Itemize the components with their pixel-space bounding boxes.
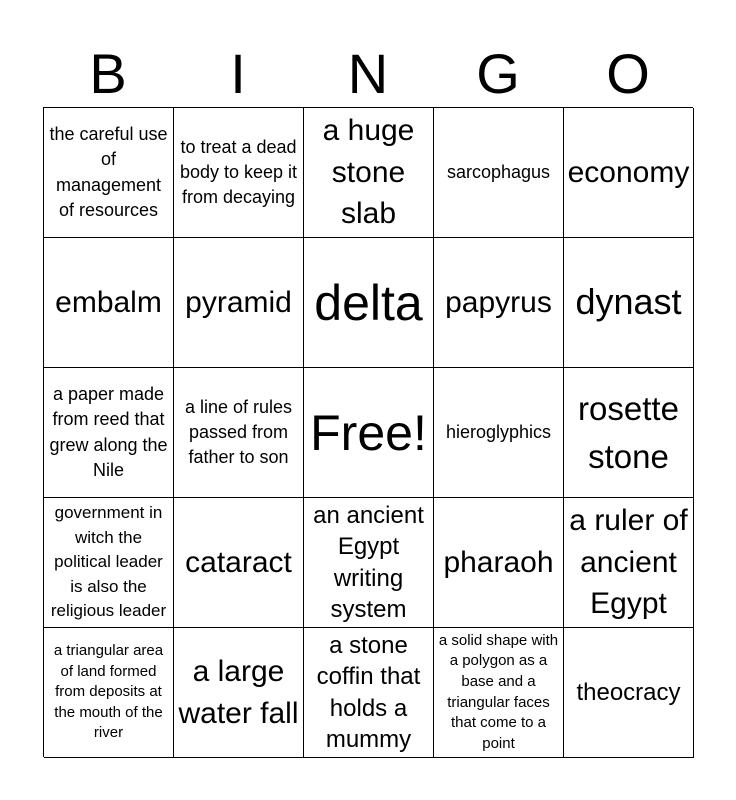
cell-text: a solid shape with a polygon as a base and a triangular faces that come to a point [438,631,559,752]
bingo-cell[interactable] [174,498,304,628]
bingo-cell[interactable] [44,498,174,628]
bingo-cell[interactable] [304,238,434,368]
bingo-header [43,40,693,108]
bingo-cell[interactable] [434,108,564,238]
bingo-cell[interactable] [304,108,434,238]
free-space-cell[interactable] [304,368,434,498]
cell-text: a line of rules passed from father to son [184,396,293,468]
cell-text: delta [314,274,423,331]
header-letter-n: N [347,42,389,105]
bingo-cell[interactable] [174,368,304,498]
bingo-cell[interactable] [304,628,434,758]
cell-text: embalm [55,285,162,319]
cell-text: dynast [575,281,682,323]
bingo-cell[interactable] [44,108,174,238]
bingo-cell[interactable] [174,108,304,238]
cell-text: a large water fall [178,655,299,730]
bingo-cell[interactable] [174,628,304,758]
bingo-cell[interactable] [44,238,174,368]
bingo-cell[interactable] [434,628,564,758]
cell-text: rosette stone [578,389,679,475]
cell-text: a paper made from reed that grew along the Nile [49,384,168,480]
bingo-cell[interactable] [564,108,694,238]
cell-text: the careful use of management of resources [49,124,168,220]
bingo-cell[interactable] [434,368,564,498]
cell-text: a ruler of ancient Egypt [569,504,688,621]
bingo-cell[interactable] [564,238,694,368]
cell-text: cataract [185,545,292,579]
cell-text: a stone coffin that holds a mummy [316,632,421,753]
header-letter-b: B [89,42,127,105]
cell-text: economy [567,155,690,189]
bingo-cell[interactable] [564,628,694,758]
cell-text: Free! [310,404,427,461]
cell-text: theocracy [576,678,681,706]
cell-text: to treat a dead body to keep it from decaying [179,136,298,208]
bingo-cell[interactable] [434,238,564,368]
bingo-cell[interactable] [564,498,694,628]
header-letter-o: O [606,42,650,105]
cell-text: a huge stone slab [322,114,415,231]
cell-text: hieroglyphics [445,421,552,442]
cell-text: papyrus [445,285,552,319]
bingo-cell[interactable] [174,238,304,368]
bingo-cell[interactable] [304,498,434,628]
cell-text: government in witch the political leader is also the religious leader [50,502,167,621]
bingo-cell[interactable] [44,368,174,498]
header-letter-i: I [230,42,246,105]
bingo-cell[interactable] [564,368,694,498]
cell-text: sarcophagus [446,161,551,182]
bingo-cell[interactable] [44,628,174,758]
header-letter-g: G [476,42,520,105]
bingo-cell[interactable] [434,498,564,628]
cell-text: an ancient Egypt writing system [313,502,424,623]
cell-text: pharaoh [443,545,554,579]
cell-text: a triangular area of land formed from deposits at the mouth of the river [53,642,164,742]
bingo-grid [43,107,693,757]
cell-text: pyramid [185,285,292,319]
